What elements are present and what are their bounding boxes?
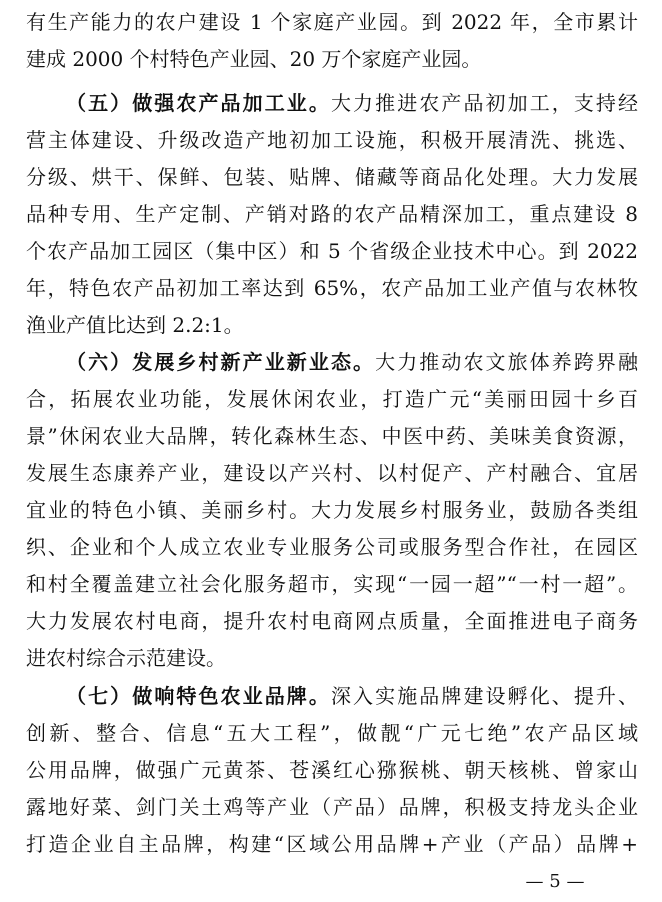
text-line: 营主体建设、升级改造产地初加工设施，积极开展清洗、挑选、 (26, 128, 638, 152)
text-line: 分级、烘干、保鲜、包装、贴牌、储藏等商品化处理。大力发展 (26, 165, 638, 189)
section-heading: （六）发展乡村新产业新业态。 (66, 350, 376, 374)
text-line: 有生产能力的农户建设 1 个家庭产业园。到 2022 年，全市累计 (26, 10, 638, 34)
text-line: 发展生态康养产业，建设以产兴村、以村促产、产村融合、宜居 (26, 461, 638, 485)
text-line: 织、企业和个人成立农业专业服务公司或服务型合作社，在园区 (26, 535, 638, 559)
text-line: 建成 2000 个村特色产业园、20 万个家庭产业园。 (26, 47, 482, 71)
text-line: 年，特色农产品初加工率达到 65%，农产品加工业产值与农林牧 (26, 276, 638, 300)
paragraph-text: 大力推动农文旅体养跨界融 (375, 350, 638, 374)
text-line: 大力发展农村电商，提升农村电商网点质量，全面推进电子商务 (26, 609, 638, 633)
text-line: 个农产品加工园区（集中区）和 5 个省级企业技术中心。到 2022 (26, 239, 638, 263)
paragraph-first-line (66, 85, 638, 122)
text-line: 品种专用、生产定制、产销对路的农产品精深加工，重点建设 8 (26, 202, 638, 226)
section-heading: （五）做强农产品加工业。 (66, 91, 331, 115)
paragraph-text: 大力推进农产品初加工，支持经 (330, 91, 638, 115)
text-line: 宜业的特色小镇、美丽乡村。大力发展乡村服务业，鼓励各类组 (26, 498, 638, 522)
text-line: 合，拓展农业功能，发展休闲农业，打造广元“美丽田园十乡百 (26, 387, 638, 411)
text-line: 打造企业自主品牌，构建“区域公用品牌+产业（产品）品牌+ (26, 832, 638, 856)
text-line: 露地好菜、剑门关土鸡等产业（产品）品牌，积极支持龙头企业 (26, 795, 638, 819)
text-line: 进农村综合示范建设。 (26, 646, 226, 670)
text-line: 和村全覆盖建立社会化服务超市，实现“一园一超”“一村一超”。 (26, 572, 638, 596)
text-line: 公用品牌，做强广元黄茶、苍溪红心猕猴桃、朝天核桃、曾家山 (26, 758, 638, 782)
section-heading: （七）做响特色农业品牌。 (66, 684, 331, 708)
paragraph-first-line (66, 344, 638, 381)
text-line: 景”休闲农业大品牌，转化森林生态、中医中药、美味美食资源， (26, 424, 638, 448)
text-line: 创新、整合、信息“五大工程”，做靓“广元七绝”农产品区域 (26, 721, 638, 745)
text-line: 渔业产值比达到 2.2:1。 (26, 313, 244, 337)
paragraph-first-line (66, 678, 638, 715)
paragraph-text: 深入实施品牌建设孵化、提升、 (330, 684, 638, 708)
page-number: — 5 — (525, 871, 585, 892)
